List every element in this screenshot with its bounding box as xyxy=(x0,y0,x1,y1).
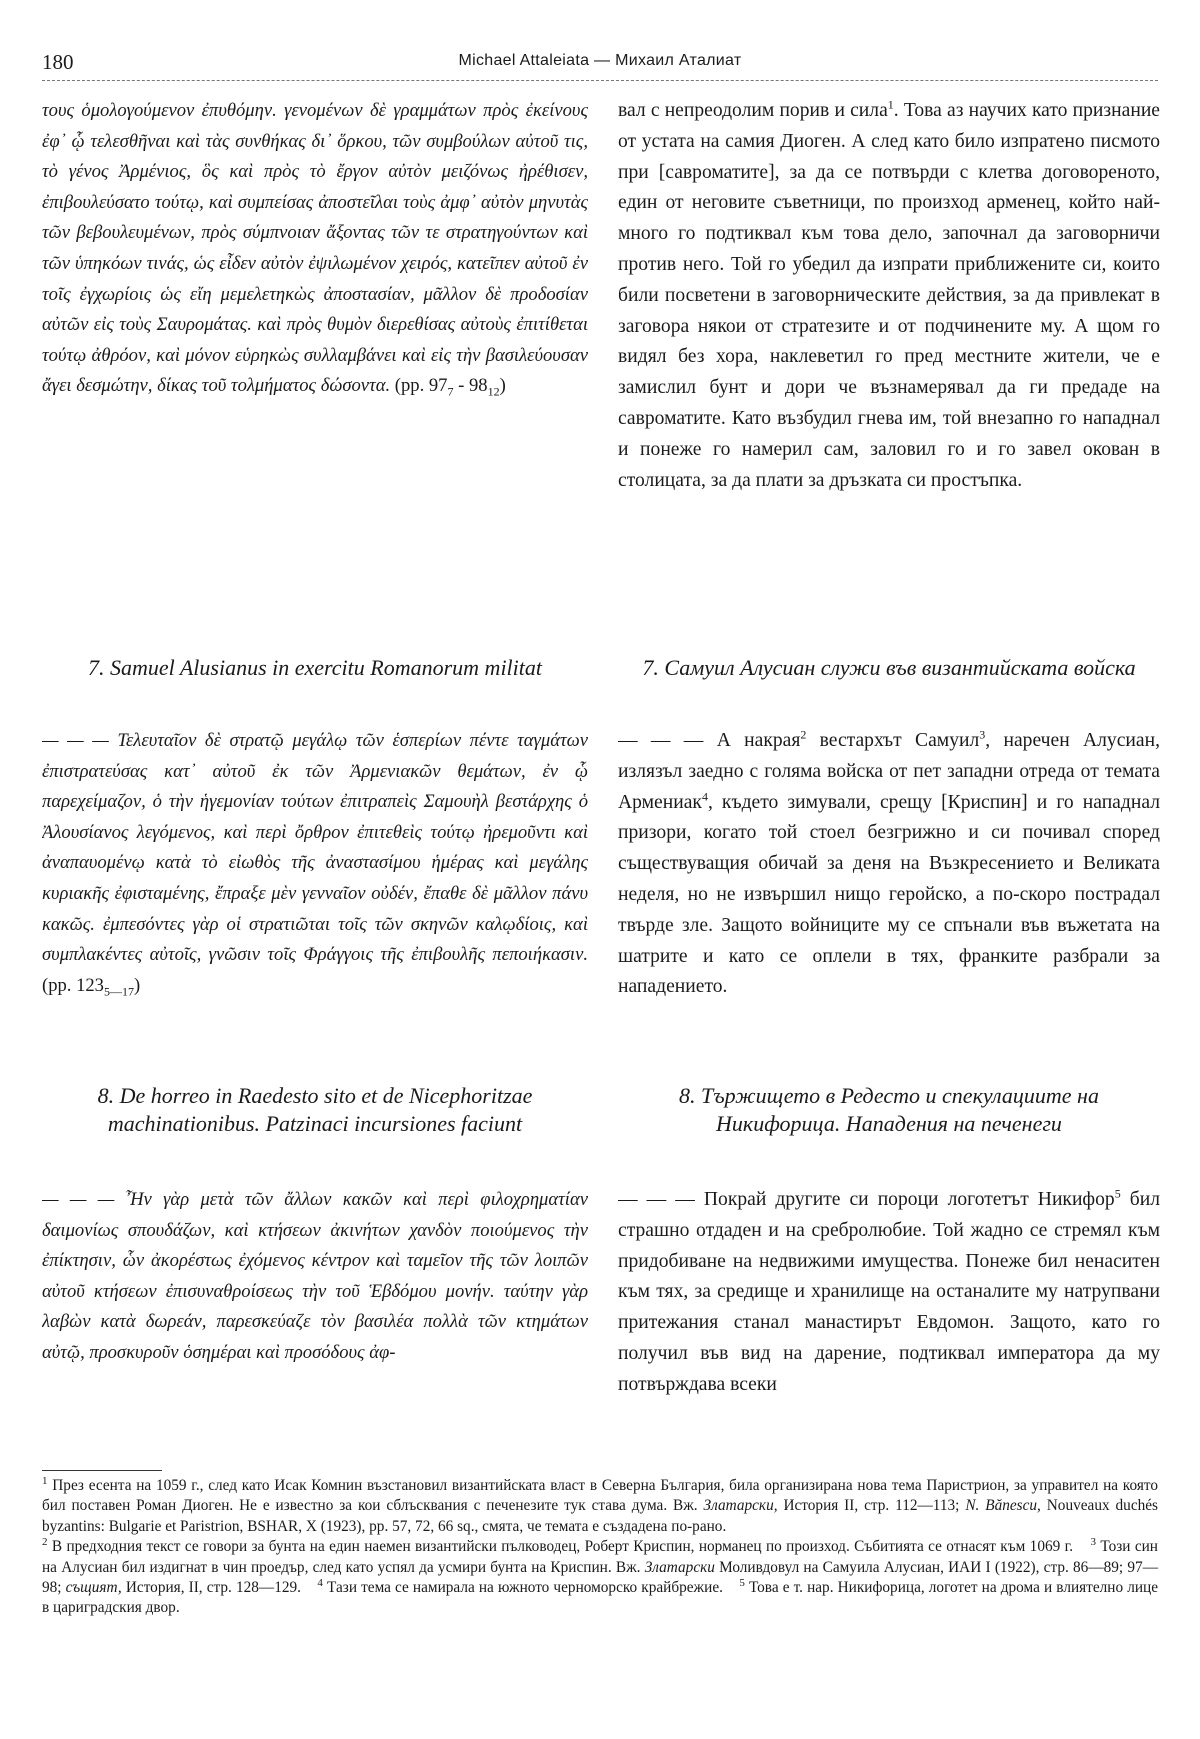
greek-citation: (pp. $123_{5—17}$) xyxy=(42,974,141,999)
bulgarian-paragraph: — — — Покрай другите си пороци логотетът Никифор$^5$ бил страшно отдаден и на сребролюбие. Той жадно се стремял към придобиване на недвижими имущества. Понеже бил ненаситен към тях, за средище и хранилище на останалите му натрупвани притежания станал манастирът Евдомон. Защото, като го получил във вид на дарение, подтиквал императора да му потвърждава всеки xyxy=(618,1186,1160,1395)
footnote-ref: 2 xyxy=(800,727,807,742)
bulgarian-paragraph: вал с непреодолим порив и сила$^1$. Това аз научих като признание от устата на самия Диоген. А след като било изпратено писмото при [савроматите], за да се потвърди с клетва договореното, един от неговите съветници, по произход арменец, който най-много го подтиквал към това дело, започнал да заговорничи против него. Той го убедил да изпрати приближените си, които били посветени в заговорническите действия, за да привлекат в заговора някои от стратезите и от подчинените му. А щом го видял без хора, наклеветил го пред местните жители, че е замислил бунт и дори че възнамерявал да ги предаде на савроматите. Като възбудил гнева им, той внезапно го нападнал и понеже го намерил сам, заловил го и го завел окован в столицата, за да плати за дръзката си простъпка. xyxy=(618,97,1160,491)
greek-text-section-7 xyxy=(42,726,588,1056)
footnote-1: $^1$ През есента на 1059 г., след като Исак Комнин възстановил византийската власт в Северна България, била организирана нова тема Паристрион, за управител на която бил поставен Роман Диоген. Не е известно за кои сблъсквания с печенезите тук става дума. Вж. Златарски, История II, стр. 112—113; N. Bănescu, Nouveaux duchés byzantins: Bulgarie et Paristrion, BSHAR, X (1923), pp. 57, 72, 66 sq., смята, че темата е създадена по-рано. xyxy=(42,1474,1159,1535)
bulgarian-text-block-1 xyxy=(618,96,1160,626)
section-8-title-bulgarian: 8. Тържището в Редесто и спекулациите на Никифорица. Нападения на печенеги xyxy=(679,1083,1099,1136)
footnote-ref: 5 xyxy=(1114,1186,1121,1201)
footnote-ref: 4 xyxy=(701,789,708,804)
section-7-title-latin: 7. Samuel Alusianus in exercitu Romanorum militat xyxy=(87,655,543,680)
header-rule xyxy=(42,80,1158,81)
footnote-2-3: $^2$ В предходния текст се говори за бунта на един наемен византийски пълководец, Роберт Криспин, норманец по произход. Събитията се отнасят към 1069 г. $^3$ Този син на Алусиан бил издигнат в чин проедър, след като успял да усмири бунта на Криспин. Вж. Златарски Моливдовул на Самуила Алусиан, ИАИ I (1922), стр. 86—89; 97—98; същият, История, II, стр. 128—129. $^4$ Тази тема се намирала на южното черноморско крайбрежие. $^5$ Това е т. нар. Никифорица, логотет на дрома и влиятелно лице в цариградския двор. xyxy=(42,1536,1159,1617)
greek-citation: (pp. $97_7 - 98_{12}$) xyxy=(394,375,506,400)
footnote-ref: 3 xyxy=(979,727,986,742)
greek-text-section-8 xyxy=(42,1185,588,1435)
section-8-title-latin: 8. De horreo in Raedesto sito et de Nicephoritzae machinationibus. Patzinaci incursiones faciunt xyxy=(97,1083,533,1136)
bulgarian-paragraph: — — — А накрая$^2$ вестархът Самуил$^3$, наречен Алусиан, излязъл заедно с голяма войска от пет западни отреда от темата Армениак$^4$, където зимували, срещу [Криспин] и го нападнал призори, когато той стоел безгрижно и си почивал според съществуващия обичай за деня на Възкресението и Великата неделя, но не извършил нищо геройско, а по-скоро пострадал твърде зле. Защото войниците му се спънали във въжетата на шатрите и като се оплели в тях, франките разбрали за нападението. xyxy=(618,727,1160,998)
footnotes xyxy=(42,1476,1158,1619)
greek-paragraph: — — — Ἦν γὰρ μετὰ τῶν ἄλλων κακῶν καὶ περὶ φιλοχρηματίαν δαιμονίως σπουδάζων, καὶ κτήσεων ἀκινήτων χανδὸν ποιούμενος τὴν ἐπίκτησιν, ὧν ἀκορέστως ἐχόμενος κέντρον καὶ ταμεῖον τῆς τῶν λοιπῶν αὐτοῦ κτήσεων ἐπισυναθροίσεως τὴν τοῦ Ἑβδόμου μονήν. ταύτην γὰρ λαβὼν κατὰ δωρεάν, παρεσκεύαζε τὸν βασιλέα πολλὰ τῶν κτημάτων αὐτῷ, προσκυροῦν ὁσημέραι καὶ προσόδους ἀφ- xyxy=(42,1189,588,1363)
running-title: Michael Attaleiata — Михаил Аталиат xyxy=(458,52,742,69)
page-number: 180 xyxy=(42,50,74,74)
greek-paragraph: — — — Τελευταῖον δὲ στρατῷ μεγάλῳ τῶν ἑσπερίων πέντε ταγμάτων ἐπιστρατεύσας κατ᾽ αὐτοῦ ἐκ τῶν Ἀρμενιακῶν θεμάτων, ἐν ᾧ παρεχείμαζον, ὁ τὴν ἡγεμονίαν τούτων ἐπιτραπεὶς Σαμουὴλ βεστάρχης ὁ Ἀλουσίανος λεγόμενος, καὶ περὶ ὄρθρον ἐπιτεθεὶς τούτῳ ἠρεμοῦντι καὶ ἀναπαυομένῳ κατὰ τὸ εἰωθὸς τῆς ἀναστασίμου ἡμέρας καὶ μεγάλης κυριακῆς ἐφισταμένης, ἔπραξε μὲν γενναῖον οὐδέν, ἔπαθε δὲ μᾶλλον πάνυ κακῶς. ἐμπεσόντες γὰρ οἱ στρατιῶται τοῖς τῶν σκηνῶν καλῳδίοις, καὶ συμπλακέντες αὐτοῖς, γνῶσιν τοῖς Φράγγοις τῆς ἐπιβουλῆς πεποιήκασιν. xyxy=(42,730,588,966)
greek-paragraph: τους ὁμολογούμενον ἐπυθόμην. γενομένων δὲ γραμμάτων πρὸς ἐκείνους ἐφ᾽ ᾧ τελεσθῆναι καὶ τὰς συνθήκας δι᾽ ὅρκου, τῶν συμβούλων αὐτοῦ τις, τὸ γένος Ἀρμένιος, ὃς καὶ πρὸς τὸ ἔργον αὐτὸν μειζόνως ἠρέθισεν, ἐπιβουλεύσατο τούτῳ, καὶ συμπείσας ἀποστεῖλαι τοὺς ἀμφ᾽ αὐτὸν μηνυτὰς τῶν βεβουλευμένων, πρὸς σύμπνοιαν ἄξοντας τῶν τε στρατηγούντων καὶ τῶν ὑπηκόων τινάς, ὡς εἶδεν αὐτὸν ἐψιλωμένον χειρός, κατεῖπεν αὐτοῦ ἐν τοῖς ἐγχωρίοις ὡς εἴη μεμελετηκὼς ἀποστασίαν, μᾶλλον δὲ προδοσίαν αὐτῶν εἰς τοὺς Σαυρομάτας. καὶ πρὸς θυμὸν διερεθίσας αὐτοὺς ἐπιτίθεται τούτῳ ἀθρόον, καὶ μόνον εὑρηκὼς συλλαμβάνει καὶ εἰς τὴν βασιλεύουσαν ἄγει δεσμώτην, δίκας τοῦ τολμήματος δώσοντα. xyxy=(42,100,588,397)
section-7-title-bulgarian: 7. Самуил Алусиан служи във византийската войска xyxy=(642,655,1136,680)
greek-text-block-1 xyxy=(42,96,588,516)
bulgarian-text-section-8 xyxy=(618,1185,1160,1435)
footnote-ref: 1 xyxy=(887,97,894,112)
bulgarian-text-section-7 xyxy=(618,726,1160,1056)
footnote-rule xyxy=(42,1470,162,1471)
